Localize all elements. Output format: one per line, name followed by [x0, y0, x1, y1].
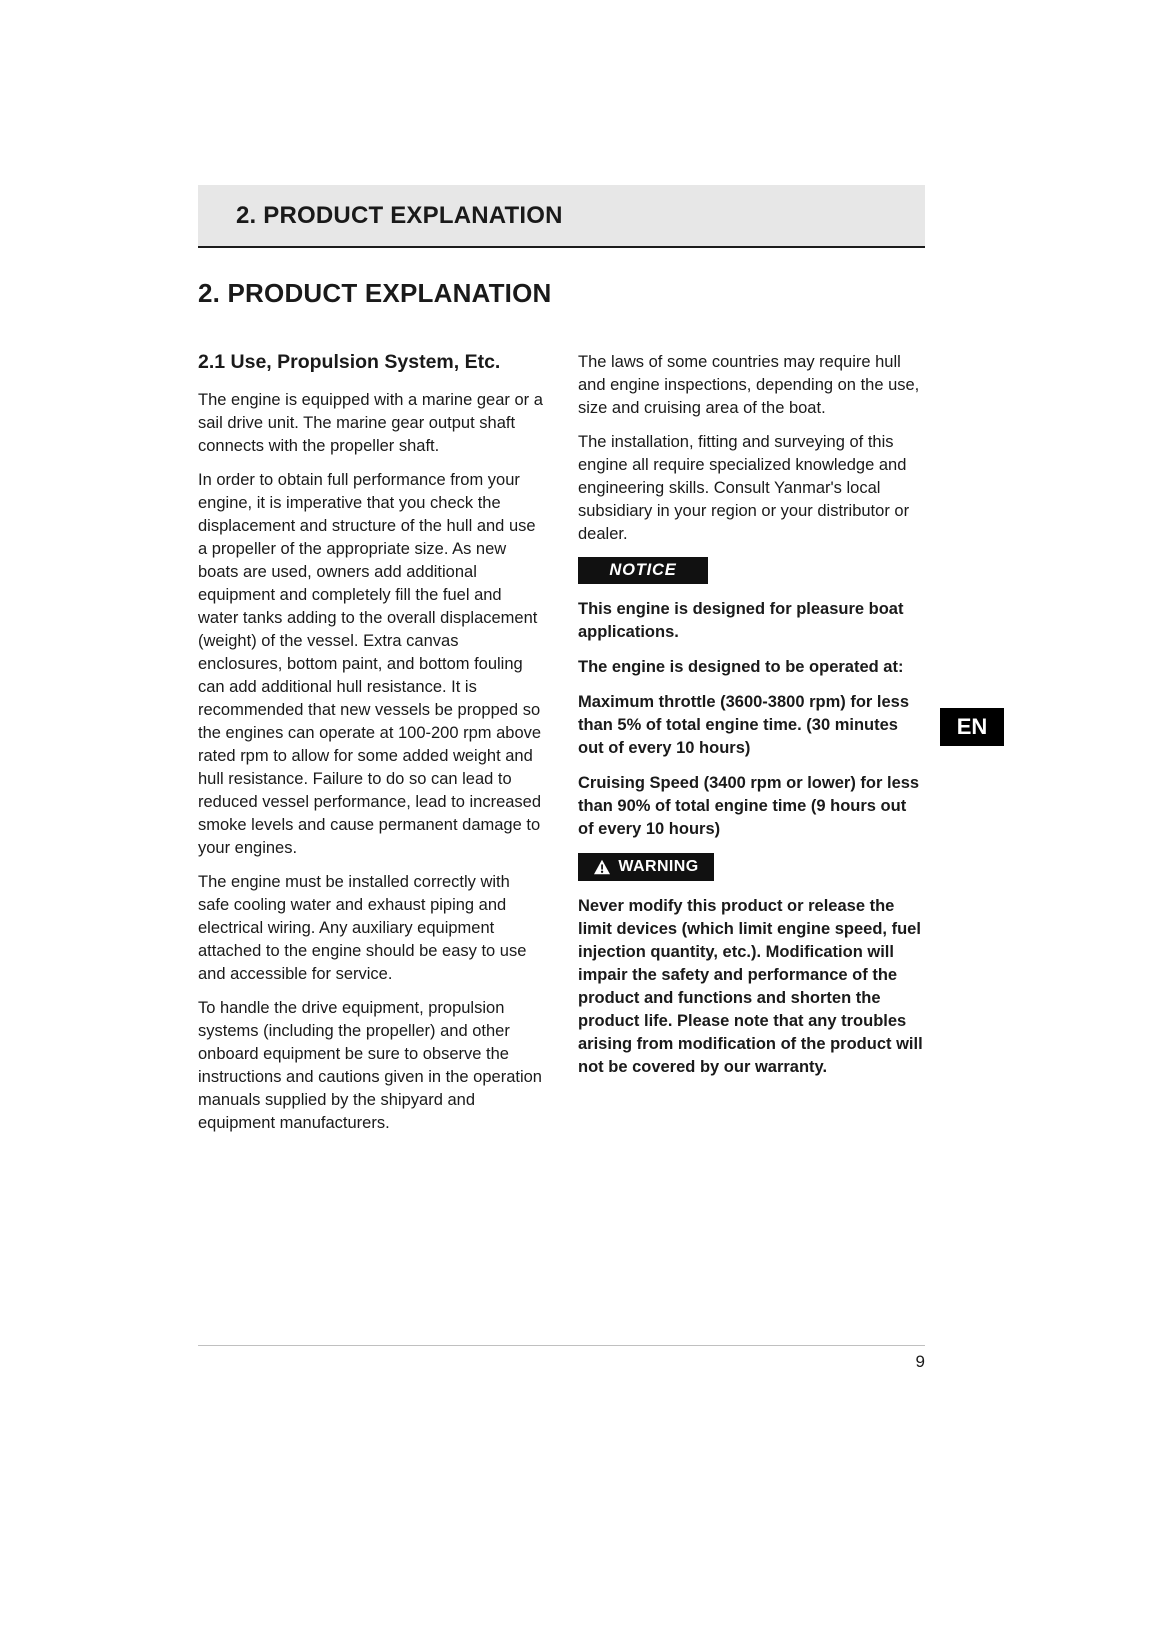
page-title: 2. PRODUCT EXPLANATION [198, 278, 552, 308]
body-paragraph: In order to obtain full performance from your engine, it is imperative that you check the displacement and structure of the hull and use a propeller of the appropriate size. As new boats are used, owners add additional equipment and completely fill the fuel and water tanks adding to the overall displacement (weight) of the vessel. Extra canvas enclosures, bottom paint, and bottom fouling can add additional hull resistance. It is recommended that new vessels be propped so the engines can operate at 100-200 rpm above rated rpm to allow for some added weight and hull resistance. Failure to do so can lead to reduced vessel performance, lead to increased smoke levels and cause permanent damage to your engines. [198, 471, 542, 857]
language-badge: EN [940, 708, 1004, 746]
notice-paragraph: The engine is designed to be operated at: [578, 658, 904, 676]
warning-badge [578, 853, 714, 881]
warning-badge-label: WARNING [618, 858, 699, 875]
chapter-header-band [198, 185, 925, 248]
footer-divider [198, 1345, 925, 1346]
body-paragraph: The installation, fitting and surveying of this engine all require specialized knowledge and engineering skills. Consult Yanmar's local subsidiary in your region or your distributor or dealer. [578, 433, 910, 543]
chapter-header-title: 2. PRODUCT EXPLANATION [236, 201, 563, 229]
right-column [578, 351, 925, 1146]
body-paragraph: To handle the drive equipment, propulsion systems (including the propeller) and other onboard equipment be sure to observe the instructions and cautions given in the operation manuals supplied by the shipyard and equipment manufacturers. [198, 999, 542, 1132]
left-column [198, 351, 545, 1146]
section-heading: 2.1 Use, Propulsion System, Etc. [198, 351, 501, 373]
notice-badge [578, 557, 708, 584]
notice-paragraph: Maximum throttle (3600-3800 rpm) for less than 5% of total engine time. (30 minutes out of every 10 hours) [578, 693, 910, 757]
notice-paragraph: This engine is designed for pleasure boat applications. [578, 600, 904, 641]
two-column-layout [198, 351, 925, 1146]
body-paragraph: The engine must be installed correctly with safe cooling water and exhaust piping and electrical wiring. Any auxiliary equipment attached to the engine should be easy to use and accessible for service. [198, 873, 527, 983]
page-content [198, 0, 925, 1146]
notice-paragraph: Cruising Speed (3400 rpm or lower) for less than 90% of total engine time (9 hours out of every 10 hours) [578, 774, 920, 838]
body-paragraph: The engine is equipped with a marine gear or a sail drive unit. The marine gear output shaft connects with the propeller shaft. [198, 391, 543, 455]
warning-paragraph: Never modify this product or release the limit devices (which limit engine speed, fuel injection quantity, etc.). Modification will impair the safety and performance of the product and functions and shorten the product life. Please note that any troubles arising from modification of the product will not be covered by our warranty. [578, 897, 923, 1076]
warning-triangle-icon [593, 859, 611, 875]
page-number: 9 [915, 1352, 925, 1371]
body-paragraph: The laws of some countries may require hull and engine inspections, depending on the use, size and cruising area of the boat. [578, 353, 920, 417]
notice-badge-label: NOTICE [609, 561, 677, 579]
